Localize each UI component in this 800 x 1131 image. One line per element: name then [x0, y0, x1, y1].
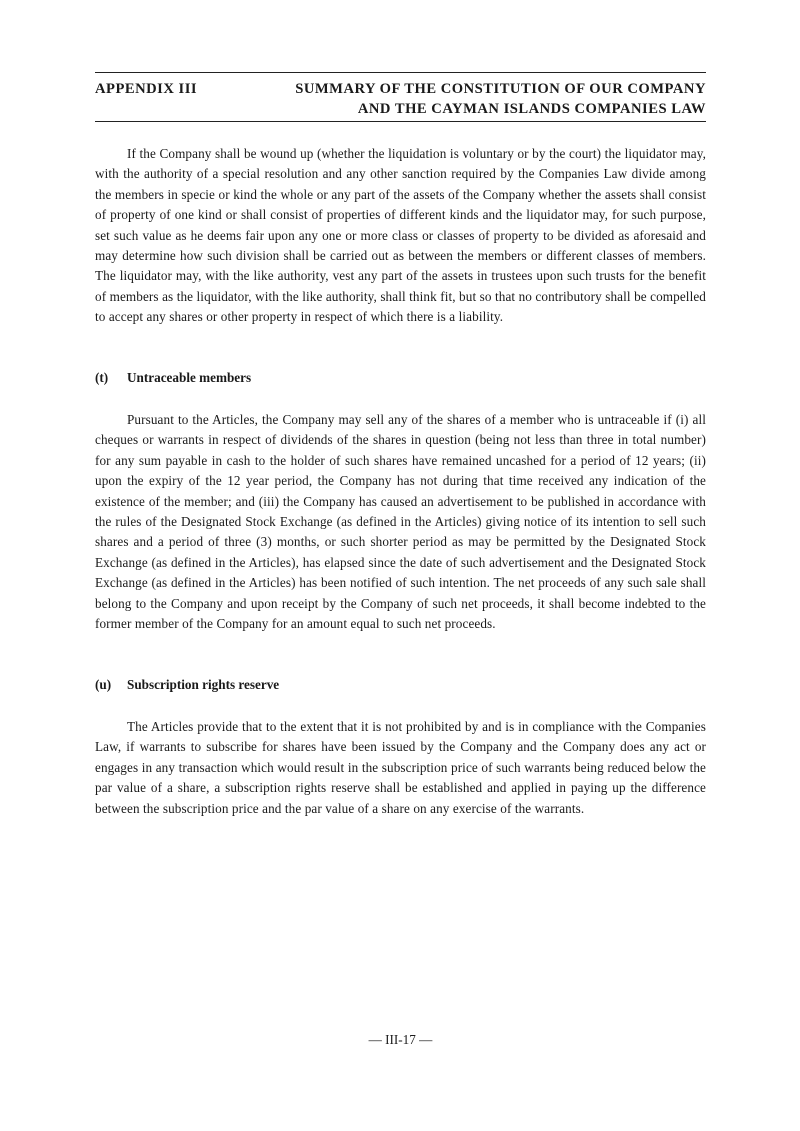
header-title	[226, 79, 706, 119]
section-number: (t)	[95, 370, 109, 385]
header-bottom-rule	[95, 121, 706, 122]
header-title-line-2: AND THE CAYMAN ISLANDS COMPANIES LAW	[357, 101, 706, 117]
section-title: Untraceable members	[127, 370, 252, 385]
subscription-rights-paragraph: The Articles provide that to the extent that it is not prohibited by and is in compliance with the Companies Law, if warrants to subscribe for shares have been issued by the Company and the Company does any act or engages in any transaction which would result in the subscription price of such warrants being reduced below the par value of a share, a subscription rights reserve shall be established and applied in paying up the difference between the subscription price and the par value of a share on any exercise of the warrants.	[95, 719, 706, 816]
untraceable-members-paragraph: Pursuant to the Articles, the Company may sell any of the shares of a member who is untraceable if (i) all cheques or warrants in respect of dividends of the shares in question (being not less than three in total number) for any sum payable in cash to the holder of such shares have remained uncashed for a period of 12 years; (ii) upon the expiry of the 12 year period, the Company has not during that time received any indication of the existence of the member; and (iii) the Company has caused an advertisement to be published in accordance with the rules of the Designated Stock Exchange (as defined in the Articles) giving notice of its intention to sell such shares and a period of three (3) months, or such shorter period as may be permitted by the Designated Stock Exchange (as defined in the Articles), has elapsed since the date of such advertisement and the Designated Stock Exchange (as defined in the Articles) has been notified of such intention. The net proceeds of any such sale shall belong to the Company and upon receipt by the Company of such net proceeds, it shall become indebted to the former member of the Company for an amount equal to such net proceeds.	[95, 412, 706, 632]
section-number: (u)	[95, 677, 112, 692]
section-heading-subscription-rights-reserve	[95, 675, 279, 695]
header-title-line-1: SUMMARY OF THE CONSTITUTION OF OUR COMPANY	[295, 81, 706, 97]
header-top-rule	[95, 72, 706, 73]
liquidation-paragraph: If the Company shall be wound up (whether the liquidation is voluntary or by the court) the liquidator may, with the authority of a special resolution and any other sanction required by the Companies Law divide among the members in specie or kind the whole or any part of the assets of the Company whether the assets shall consist of property of one kind or shall consist of properties of different kinds and the liquidator may, for such purpose, set such value as he deems fair upon any one or more class or classes of property to be divided as aforesaid and may determine how such division shall be carried out as between the members or different classes of members. The liquidator may, with the like authority, vest any part of the assets in trustees upon such trusts for the benefit of members as the liquidator, with the like authority, shall think fit, but so that no contributory shall be compelled to accept any shares or other property in respect of which there is a liability.	[95, 146, 706, 325]
page-number: — III-17 —	[368, 1032, 433, 1047]
section-title: Subscription rights reserve	[127, 677, 280, 692]
appendix-label: APPENDIX III	[95, 81, 198, 97]
section-heading-untraceable-members	[95, 368, 251, 388]
document-page	[95, 0, 706, 1131]
